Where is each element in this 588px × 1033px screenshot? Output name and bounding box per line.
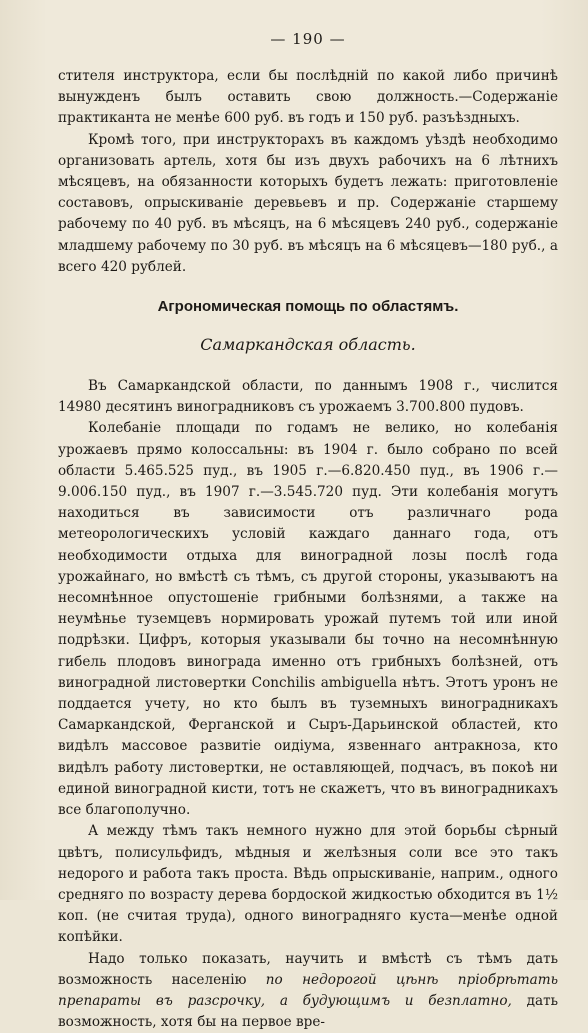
paragraph-population-help <box>58 949 558 1033</box>
paragraph-text-start: Надо только показать, научить и вмѣстѣ съ тѣмъ дать возможность населенiю <box>58 950 558 988</box>
section-title: Агрономическая помощь по областямъ. <box>157 298 459 316</box>
paragraph-treatment-cost: А между тѣмъ такъ немного нужно для этой борьбы сѣрный цвѣтъ, полисульфидъ, мѣдныя и желѣзныя соли все это такъ недорого и работа такъ проста. Вѣдь опрыскиванiе, наприм., одного средняго по возрасту дерева бордоской жидкостью обходится въ 1½ коп. (не считая труда), одного виноградняго куста—менѣе одной копѣйки. <box>58 823 558 946</box>
paragraph-text-italic: по недорогой цѣнѣ прiобрѣтать препараты въ разсрочку, а будующимъ и безплатно, <box>58 971 559 1009</box>
paragraph-harvest-fluctuation: Колебанiе площади по годамъ не велико, но колебанiя урожаевъ прямо колоссальны: въ 1904 г. было собрано по всей области 5.465.525 пуд., въ 1905 г.—6.820.450 пуд., въ 1906 г.—9.006.150 пуд., въ 1907 г.—3.545.720 пуд. Эти колебанiя могутъ находиться въ зависимости отъ различнаго рода метеорологическихъ условiй каждаго даннаго года, отъ необходимости отдыха для виноградной лозы послѣ года урожайнаго, но вмѣстѣ съ тѣмъ, съ другой стороны, указываютъ на несомнѣнное опустошенiе грибными болѣзнями, а также на неумѣнье туземцевъ нормировать урожай путемъ той или иной подрѣзки. Цифръ, которыя указывали бы точно на несомнѣнную гибель плодовъ винограда именно отъ грибныхъ болѣзней, отъ виноградной листовертки Conchilis ambiguella нѣтъ. Этотъ уронъ не поддается учету, но кто былъ въ туземныхъ виноградникахъ Самаркандской, Ферганской и Сыръ-Дарьинской областей, кто видѣлъ массовое развитiе оидiума, язвеннаго антракноза, кто видѣлъ работу листовертки, не оставляющей, подчасъ, въ покоѣ ни единой виноградной кисти, тотъ не скажетъ, что въ виноградникахъ все благополучно. <box>58 420 558 819</box>
paragraph-artel: Кромѣ того, при инструкторахъ въ каждомъ уѣздѣ необходимо организовать артель, хотя бы изъ двухъ рабочихъ на 6 лѣтнихъ мѣсяцевъ, на обязанности которыхъ будетъ лежать: приготовленiе составовъ, опрыскиванiе деревьевъ и пр. Содержанiе старшему рабочему по 40 руб. въ мѣсяцъ, на 6 мѣсяцевъ 240 руб., содержанiе младшему рабочему по 30 руб. въ мѣсяцъ на 6 мѣсяцевъ—180 руб., а всего 420 рублей. <box>58 131 558 275</box>
paragraph-vineyard-area: Въ Самаркандской области, по даннымъ 1908 г., числится 14980 десятинъ виноградниковъ съ урожаемъ 3.700.800 пудовъ. <box>58 378 558 416</box>
paragraph-continuation: стителя инструктора, если бы послѣднiй по какой либо причинѣ вынужденъ былъ оставить свою должность.—Содержанiе практиканта не менѣе 600 руб. въ годъ и 150 руб. разъѣздныхъ. <box>58 68 558 127</box>
region-title: Самаркандская область. <box>200 335 416 355</box>
paragraph-text-end: дать возможность, хотя бы на первое вре- <box>58 992 558 1031</box>
page-number: — 190 — <box>270 30 346 48</box>
